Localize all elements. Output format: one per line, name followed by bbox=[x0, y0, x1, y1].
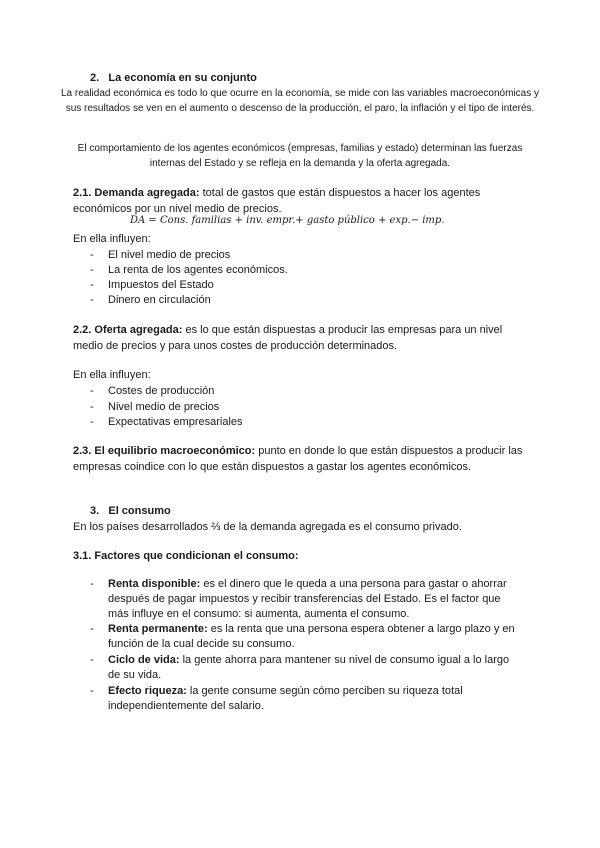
supply-title: 2.2. Oferta agregada: bbox=[73, 324, 183, 336]
list-item-text: Nivel medio de precios bbox=[108, 401, 220, 413]
bullet-dash: - bbox=[90, 416, 94, 428]
factor-text: la gente ahorra para mantener su nivel de consumo igual a lo largo de su vida. bbox=[108, 654, 510, 681]
factor-term: Ciclo de vida: bbox=[108, 654, 180, 666]
factors-title: 3.1. Factores que condicionan el consumo: bbox=[73, 550, 299, 562]
factor-text: la gente consume según cómo perciben su riqueza total independientemente del salario. bbox=[108, 685, 463, 712]
section-2-title: La economía en su conjunto bbox=[108, 72, 257, 84]
factor-term: Renta disponible: bbox=[108, 578, 201, 590]
list-item-text bbox=[108, 653, 523, 683]
bullet-dash: - bbox=[90, 264, 94, 276]
equilibrium-title: 2.3. El equilibrio macroeconómico: bbox=[73, 445, 256, 457]
list-item-text bbox=[108, 577, 523, 622]
section-2-intro: La realidad económica es todo lo que ocurre en la economía, se mide con las variables macroeconómicas y sus resultados se ven en el aumento o descenso de la producción, el paro, la inflación y el tipo de interés. bbox=[60, 88, 540, 114]
factor-term: Renta permanente: bbox=[108, 623, 208, 635]
demand-title: 2.1. Demanda agregada: bbox=[73, 187, 200, 199]
factor-text: es el dinero que le queda a una persona para gastar o ahorrar después de pagar impuestos y recibir transferencias del Estado. Es el factor que más influye en el consumo: si aumenta, aumenta el consumo. bbox=[108, 578, 507, 620]
list-item-text: El nivel medio de precios bbox=[108, 249, 231, 261]
supply-paragraph bbox=[73, 322, 513, 354]
demand-text: total de gastos que están dispuestos a hacer los agentes económicos por un nivel medio de precios. bbox=[73, 187, 481, 215]
bullet-dash: - bbox=[90, 623, 94, 635]
section-3-title: El consumo bbox=[108, 505, 171, 517]
demand-paragraph bbox=[73, 185, 513, 217]
equilibrium-paragraph bbox=[73, 443, 523, 475]
list-item-text: Expectativas empresariales bbox=[108, 416, 243, 428]
bullet-dash: - bbox=[90, 385, 94, 397]
supply-text: es lo que están dispuestas a producir las empresas para un nivel medio de precios y para unos costes de producción determinados. bbox=[73, 324, 503, 352]
list-item-text: La renta de los agentes económicos. bbox=[108, 264, 288, 276]
bullet-dash: - bbox=[90, 401, 94, 413]
demand-influence-label: En ella influyen: bbox=[73, 233, 151, 245]
list-item-text: Dinero en circulación bbox=[108, 294, 211, 306]
bullet-dash: - bbox=[90, 685, 94, 697]
demand-formula: DA = Cons. familias + inv. empr.+ gasto público + exp.− imp. bbox=[130, 215, 445, 226]
list-item-text bbox=[108, 684, 523, 714]
section-2-paragraph: El comportamiento de los agentes económicos (empresas, familias y estado) determinan las fuerzas internas del Estado y se refleja en la demanda y la oferta agregada. bbox=[77, 143, 523, 169]
bullet-dash: - bbox=[90, 249, 94, 261]
factor-text: es la renta que una persona espera obtener a largo plazo y en función de la cual decide su consumo. bbox=[108, 623, 515, 650]
bullet-dash: - bbox=[90, 578, 94, 590]
factor-term: Efecto riqueza: bbox=[108, 685, 187, 697]
section-3-heading bbox=[90, 505, 171, 517]
list-item-text bbox=[108, 622, 523, 652]
supply-influence-label: En ella influyen: bbox=[73, 369, 151, 381]
section-3-number: 3. bbox=[90, 505, 100, 517]
section-2-number: 2. bbox=[90, 72, 100, 84]
bullet-dash: - bbox=[90, 294, 94, 306]
section-3-intro: En los países desarrollados ⅔ de la demanda agregada es el consumo privado. bbox=[73, 521, 462, 533]
equilibrium-text: punto en donde lo que están dispuestos a producir las empresas coindice con lo que están dispuestos a gastar los agentes económicos. bbox=[73, 445, 523, 473]
bullet-dash: - bbox=[90, 654, 94, 666]
bullet-dash: - bbox=[90, 279, 94, 291]
section-2-heading bbox=[90, 72, 257, 84]
list-item-text: Impuestos del Estado bbox=[108, 279, 214, 291]
list-item-text: Costes de producción bbox=[108, 385, 215, 397]
